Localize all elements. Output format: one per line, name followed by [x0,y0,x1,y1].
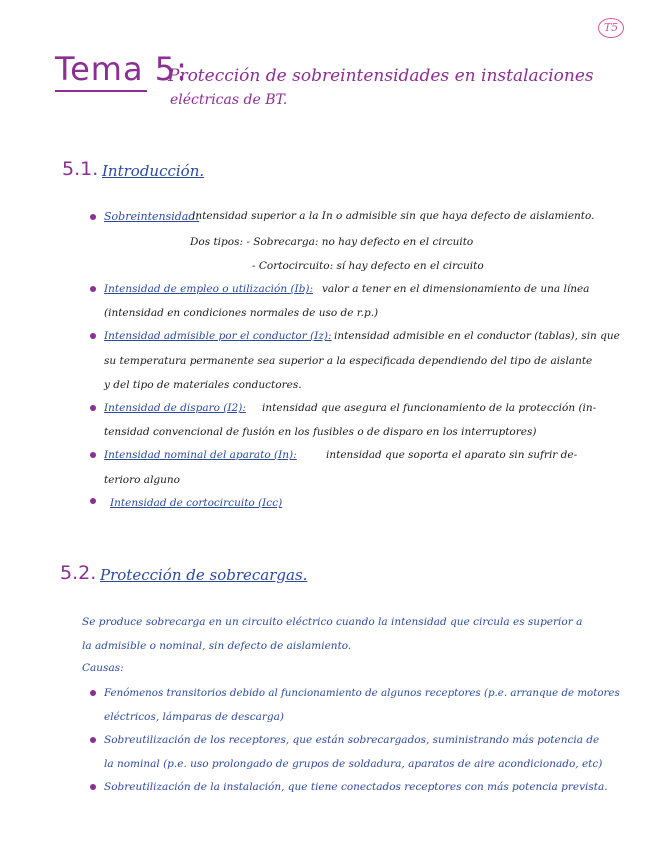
term-intensidad-cortocircuito: Intensidad de cortocircuito (Icc) [110,497,283,509]
term-intensidad-empleo: Intensidad de empleo o utilización (Ib): [104,283,314,295]
item-line: tensidad convencional de fusión en los fusibles o de disparo en los interruptores) [104,426,537,438]
doc-title-line1: Protección de sobreintensidades en instalaciones [168,66,594,86]
bullet-point [90,498,96,504]
bullet-point [90,286,96,292]
term-intensidad-admisible: Intensidad admisible por el conductor (Iz): [104,330,332,342]
bullet-point [90,452,96,458]
term-sobreintensidad: Sobreintensidad: [104,210,200,223]
item-line: intensidad superior a la In o admisible sin que haya defecto de aislamiento. [192,210,595,222]
cause-line: Sobreutilización de la instalación, que tiene conectados receptores con más potencia prevista. [104,781,608,793]
bullet-point [90,784,96,790]
bullet-point [90,405,96,411]
item-line: y del tipo de materiales conductores. [104,379,302,391]
term-intensidad-nominal: Intensidad nominal del aparato (In): [104,449,297,461]
bullet-point [90,690,96,696]
item-line: su temperatura permanente sea superior a la especificada dependiendo del tipo de aislante [104,355,593,367]
item-line: - Cortocircuito: sí hay defecto en el circuito [252,260,484,272]
item-line: valor a tener en el dimensionamiento de una línea [322,283,590,295]
item-line: intensidad que asegura el funcionamiento de la protección (in- [262,402,597,414]
intro-line: la admisible o nominal, sin defecto de aislamiento. [82,640,352,652]
section-number-5-1: 5.1. [62,158,99,180]
cause-line: Sobreutilización de los receptores, que están sobrecargados, suministrando más potencia de [104,734,600,746]
doc-title-line2: eléctricas de BT. [170,92,288,108]
causes-label: Causas: [82,662,124,674]
bullet-point [90,737,96,743]
page-number-badge: T5 [598,18,624,38]
tema-underline [55,90,147,92]
item-line: intensidad que soporta el aparato sin sufrir de- [326,449,578,461]
item-line: terioro alguno [104,474,180,486]
bullet-point [90,214,96,220]
item-line: Dos tipos: - Sobrecarga: no hay defecto en el circuito [190,236,474,248]
section-title-proteccion-sobrecargas: Protección de sobrecargas. [100,566,308,584]
item-line: intensidad admisible en el conductor (tablas), sin que [334,330,620,342]
tema-heading: Tema 5: [55,50,188,88]
intro-line: Se produce sobrecarga en un circuito eléctrico cuando la intensidad que circula es superior a [82,616,583,628]
bullet-point [90,333,96,339]
item-line: (intensidad en condiciones normales de uso de r.p.) [104,307,379,319]
cause-line: Fenómenos transitorios debido al funcionamiento de algunos receptores (p.e. arranque de motores [104,687,620,699]
section-title-introduccion: Introducción. [102,162,205,180]
section-number-5-2: 5.2. [60,562,97,584]
cause-line: eléctricos, lámparas de descarga) [104,711,284,723]
term-intensidad-disparo: Intensidad de disparo (I2): [104,402,246,414]
cause-line: la nominal (p.e. uso prolongado de grupos de soldadura, aparatos de aire acondicionado, etc) [104,758,603,770]
